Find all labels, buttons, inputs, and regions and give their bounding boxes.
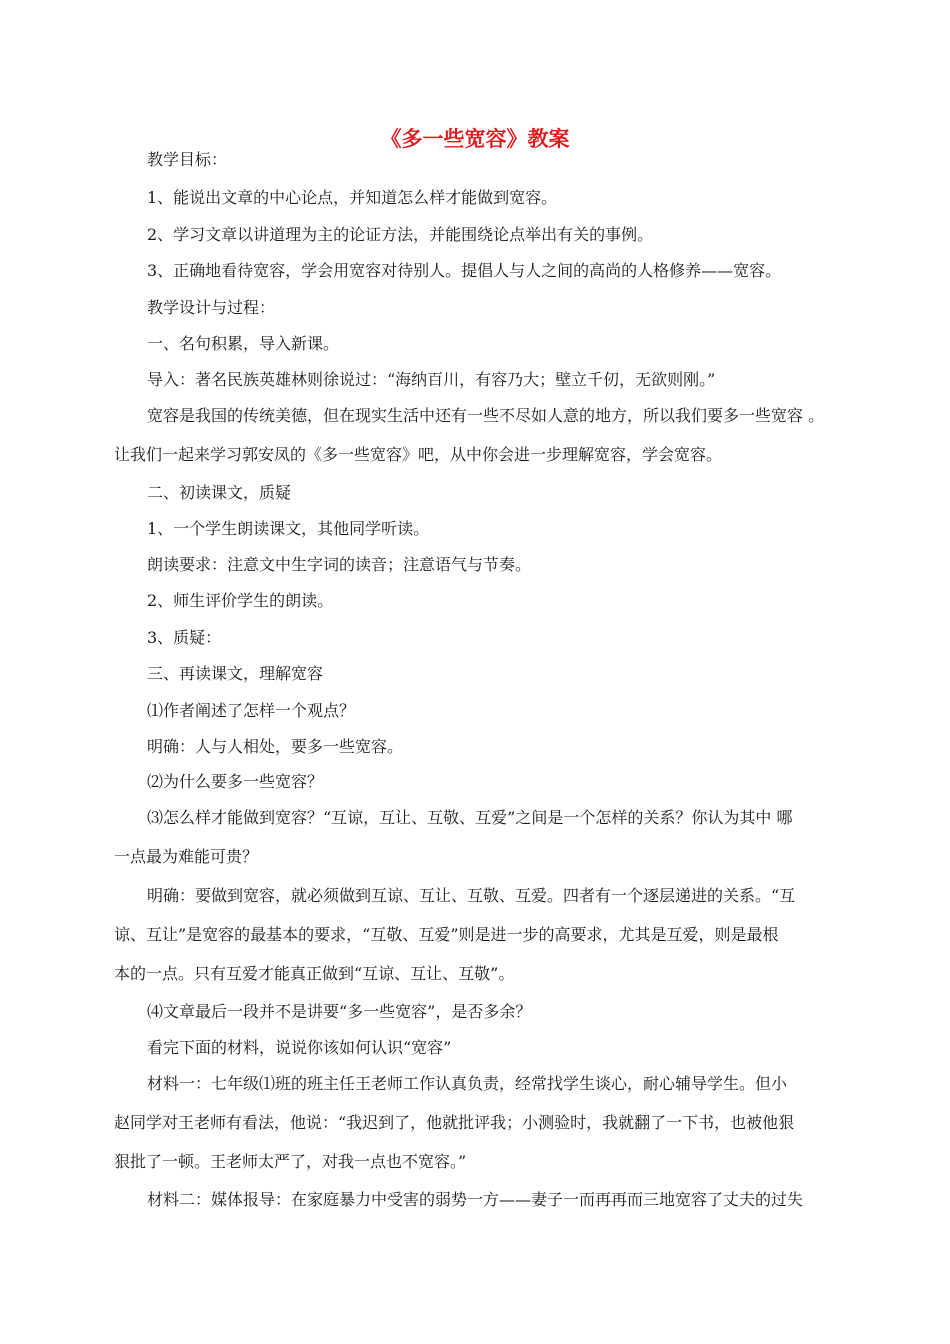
text-line: 让我们一起来学习郭安凤的《多一些宽容》吧，从中你会进一步理解宽容，学会宽容。 [114, 445, 723, 464]
text-line: ⑷文章最后一段并不是讲要“多一些宽容”，是否多余？ [147, 1002, 532, 1021]
text-line: 一点最为难能可贵？ [114, 847, 259, 866]
text-line: 3、质疑： [147, 628, 222, 647]
text-line: ⑴作者阐述了怎样一个观点？ [147, 701, 356, 720]
text-line: 赵同学对王老师有看法，他说：“我迟到了，他就批评我；小测验时，我就翻了一下书，也被他狠 [114, 1113, 795, 1132]
text-line: 二、初读课文，质疑 [147, 483, 292, 502]
text-line: 1、一个学生朗读课文，其他同学听读。 [147, 519, 430, 538]
document-title: 《多一些宽容》教案 [380, 126, 570, 151]
text-line: 1、能说出文章的中心论点，并知道怎么样才能做到宽容。 [147, 188, 558, 207]
text-line: 狠批了一顿。王老师太严了，对我一点也不宽容。” [114, 1152, 467, 1171]
text-line: 看完下面的材料，说说你该如何认识“宽容” [147, 1038, 452, 1057]
text-line: 材料一：七年级⑴班的班主任王老师工作认真负责，经常找学生谈心，耐心辅导学生。但小 [147, 1074, 788, 1093]
text-line: 本的一点。只有互爱才能真正做到“互谅、互让、互敬”。 [114, 964, 515, 983]
text-line: 三、再读课文，理解宽容 [147, 664, 324, 683]
text-line: 2、师生评价学生的朗读。 [147, 591, 334, 610]
text-line: 明确：人与人相处，要多一些宽容。 [147, 737, 404, 756]
text-line: 教学目标： [147, 150, 228, 169]
text-line: 材料二：媒体报导：在家庭暴力中受害的弱势一方——妻子一而再再而三地宽容了丈夫的过失 [147, 1190, 804, 1209]
text-line: 一、名句积累，导入新课。 [147, 334, 340, 353]
text-line: ⑵为什么要多一些宽容？ [147, 772, 324, 791]
text-line: 2、学习文章以讲道理为主的论证方法，并能围绕论点举出有关的事例。 [147, 225, 654, 244]
text-line: 宽容是我国的传统美德，但在现实生活中还有一些不尽如人意的地方，所以我们要多一些宽容 。 [147, 406, 825, 425]
text-line: 导入：著名民族英雄林则徐说过：“海纳百川，有容乃大；壁立千仞，无欲则刚。” [147, 370, 716, 389]
text-line: 3、正确地看待宽容，学会用宽容对待别人。提倡人与人之间的高尚的人格修养——宽容。 [147, 261, 782, 280]
text-line: 谅、互让”是宽容的最基本的要求，“互敬、互爱”则是进一步的高要求，尤其是互爱，则是最根 [114, 925, 779, 944]
text-line: 朗读要求：注意文中生字词的读音；注意语气与节奏。 [147, 555, 532, 574]
text-line: ⑶怎么样才能做到宽容？“互谅，互让、互敬、互爱”之间是一个怎样的关系？你认为其中 哪 [147, 808, 793, 827]
text-line: 明确：要做到宽容，就必须做到互谅、互让、互敬、互爱。四者有一个逐层递进的关系。“互 [147, 886, 796, 905]
text-line: 教学设计与过程： [147, 298, 276, 317]
